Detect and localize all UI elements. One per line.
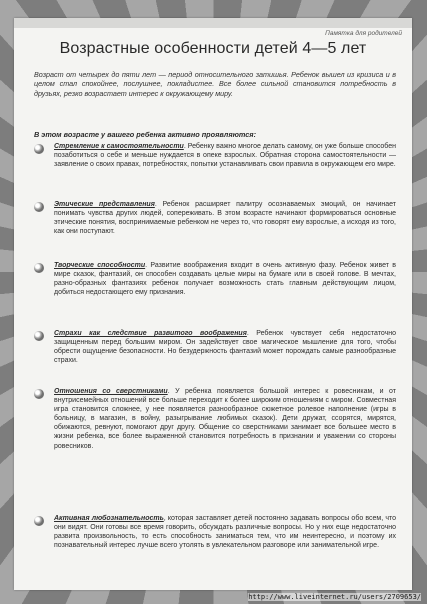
bullet-icon: [34, 202, 44, 212]
list-item-lead: Страхи как следствие развитого воображения: [54, 330, 247, 337]
list-item-text: [54, 261, 396, 297]
bullet-icon: [34, 144, 44, 154]
list-item-text: [54, 514, 396, 550]
list-item-body: . Ребенку важно многое делать самому, он уже больше способен позаботиться о себе и меньше нуждается в опеке взрослых. Обратная сторона самостоятельности — заявление о своих правах, потребностях, попытки устанавливать свои правила в окружающем его мире.: [54, 143, 396, 169]
list-item-text: [54, 200, 396, 236]
list-item-lead: Стремление к самостоятельности: [54, 143, 184, 150]
memo-page: [14, 18, 412, 590]
source-url-watermark: http://www.liveinternet.ru/users/2709653/: [248, 593, 421, 601]
page-top-band: [14, 18, 412, 28]
list-item-body: . Ребенок чувствует себя недостаточно защищенным перед большим миром. Он задействует свое магическое мышление для того, чтобы обрести ощущение безопасности. Но безудержность фантазий может порождать самые разнообразные страхи.: [54, 330, 397, 365]
section-heading: В этом возрасте у вашего ребенка активно проявляются:: [34, 130, 257, 139]
list-item-body: . У ребенка появляется большой интерес к ровесникам, и от внутрисемейных отношений все больше переходит к более широким отношениям с миром. Совместная игра становится сложнее, у нее появляется разнообразное сюжетное ролевое наполнение (игры в больницу, в магазин, в войну, разыгрывание любимых сказок). Дети дружат, ссорятся, мирятся, обижаются, ревнуют, помогают друг другу. Общение со сверстниками занимает все большее место в жизни ребенка, все более выраженной становится потребность в признании и уважении со стороны ровесников.: [54, 388, 396, 450]
list-item-lead: Отношения со сверстниками: [54, 388, 168, 395]
list-item-lead: Этические представления: [54, 201, 155, 208]
list-item-body: , которая заставляет детей постоянно задавать вопросы обо всем, что они видят. Они готовы все время говорить, обсуждать различные вопросы. Но у них еще недостаточно развита произвольность, то есть способность заниматься тем, что им неинтересно, и поэтому их познавательный интерес лучше всего утолять в увлекательном разговоре или занимательной игре.: [54, 515, 396, 550]
list-item-body: . Ребенок расширяет палитру осознаваемых эмоций, он начинает понимать чувства других людей, сопереживать. В этом возрасте начинают формироваться основные этические понятия, воспринимаемые ребенком не через то, что говорят ему взрослые, а исходя из того, как они поступают.: [54, 201, 397, 236]
page-header-tag: Памятка для родителей: [325, 30, 402, 37]
list-item-body: . Развитие воображения входит в очень активную фазу. Ребенок живет в мире сказок, фантазий, он способен создавать целые миры на бумаге или в своей голове. В мечтах, разно-образных фантазиях ребенок получает возможность стать главным действующим лицом, добиться недостающего ему признания.: [54, 262, 396, 297]
page-title: Возрастные особенности детей 4—5 лет: [59, 40, 367, 57]
list-item-text: [54, 387, 396, 451]
list-item-lead: Творческие способности: [54, 262, 146, 269]
list-item-text: [54, 142, 396, 169]
bullet-icon: [34, 263, 44, 273]
bullet-icon: [34, 516, 44, 526]
bullet-icon: [34, 389, 44, 399]
intro-paragraph: Возраст от четырех до пяти лет — период относительного затишья. Ребенок вышел из кризиса и в целом стал спокойнее, послушнее, покладистее. Все более сильной становится потребность в друзьях, резко возрастает интерес к окружающему миру.: [34, 70, 396, 98]
bullet-icon: [34, 331, 44, 341]
list-item-lead: Активная любознательность: [54, 515, 164, 522]
list-item-text: [54, 329, 396, 365]
